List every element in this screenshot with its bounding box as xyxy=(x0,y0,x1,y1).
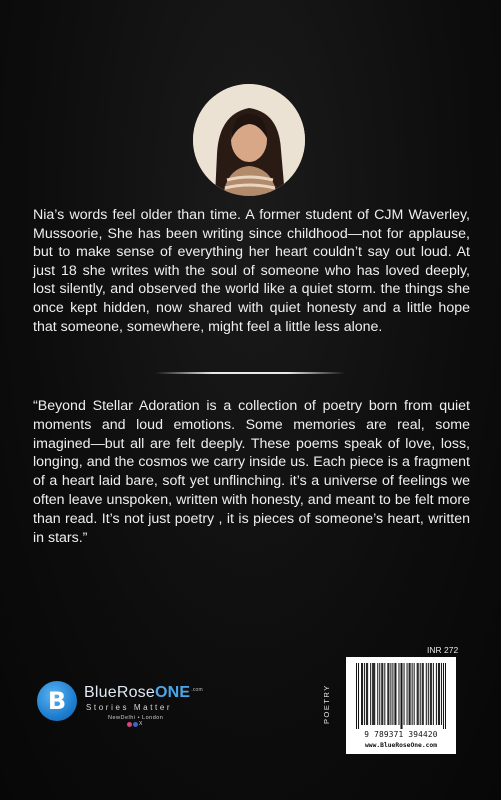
category-label: POETRY xyxy=(322,684,331,724)
book-blurb: “Beyond Stellar Adoration is a collection of poetry born from quiet moments and loud emotions. Some memories are real, some imagined—but all are felt deeply. These poems speak of love, loss, longing, and the cosmos we carry inside us. Each piece is a fragment of a heart laid bare, soft yet unflinching. it’s a universe of feelings we often leave unspoken, written with honesty, and meant to be felt more than read. It’s not just poetry , it is pieces of someone’s heart, written in stars.” xyxy=(33,398,470,546)
divider xyxy=(155,372,345,374)
instagram-icon xyxy=(127,722,132,727)
publisher-cities: NewDelhi • London xyxy=(108,715,164,721)
social-icons xyxy=(127,722,142,727)
publisher-name-part2: ONE xyxy=(154,684,191,701)
publisher-logo-icon xyxy=(37,681,77,721)
publisher-name xyxy=(84,684,203,702)
publisher-tagline: Stories Matter xyxy=(86,703,173,712)
author-photo xyxy=(193,84,305,196)
author-bio: Nia’s words feel older than time. A former student of CJM Waverley, Mussoorie, She has been writing since childhood—not for applause, but to make sense of everything her heart couldn’t say out loud. At just 18 she writes with the soul of someone who has loved deeply, lost silently, and observed the world like a quiet storm. the things she once kept hidden, now shared with quiet honesty and a little hope that someone, somewhere, might feel a little less alone. xyxy=(33,207,470,335)
price-label: INR 272 xyxy=(427,645,459,655)
x-icon: X xyxy=(139,721,143,727)
publisher-name-part1: BlueRose xyxy=(84,684,155,701)
publisher-logo-letter: B xyxy=(47,687,67,715)
facebook-icon xyxy=(133,722,138,727)
publisher-website: www.BlueRoseOne.com xyxy=(364,742,438,749)
publisher-name-suffix: .com xyxy=(191,687,203,693)
isbn-barcode xyxy=(346,657,456,754)
isbn-digits: 9 789371 394420 xyxy=(364,730,438,739)
barcode-bars xyxy=(356,663,446,729)
